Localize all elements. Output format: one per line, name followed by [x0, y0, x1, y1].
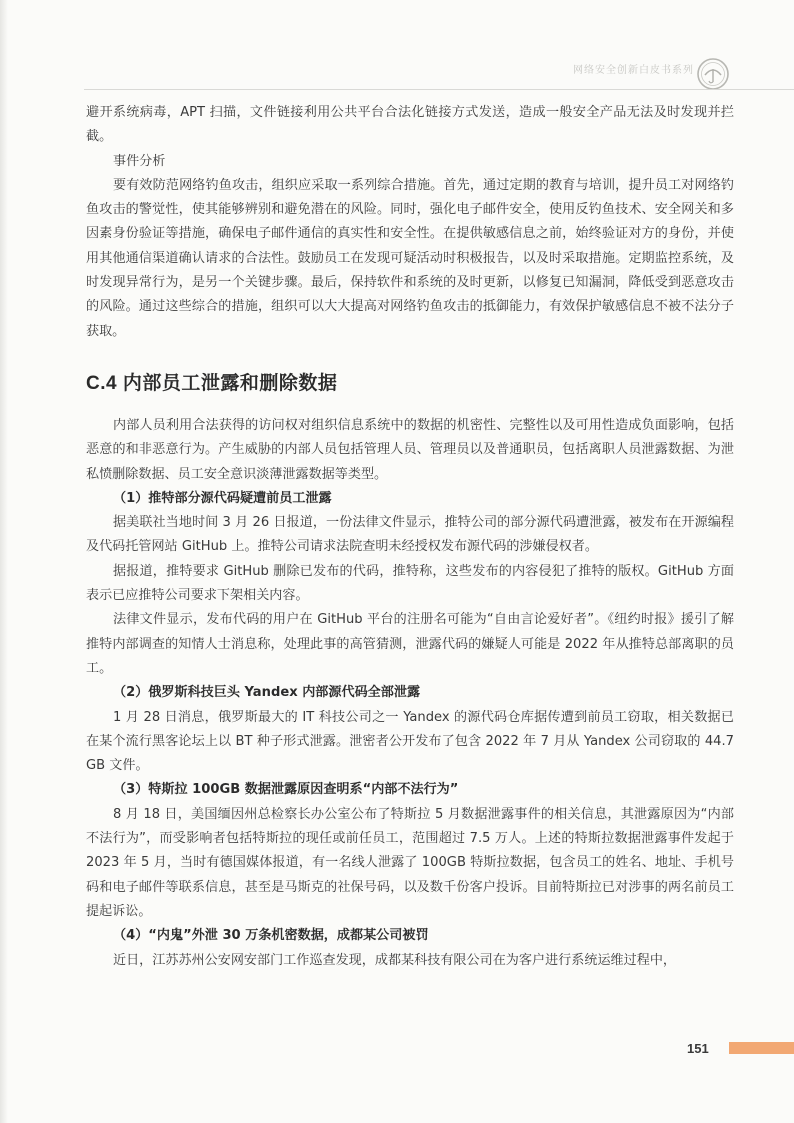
case-heading-3: （3）特斯拉 100GB 数据泄露原因查明系“内部不法行为” — [113, 782, 459, 798]
paragraph: 据美联社当地时间 3 月 26 日报道，一份法律文件显示，推特公司的部分源代码遭泄露，被发布在开源编程及代码托管网站 GitHub 上。推特公司请求法院查明未经授权发布源代码的涉嫌侵权者。 — [86, 515, 734, 555]
page-number: 151 — [687, 1041, 709, 1056]
paragraph: 法律文件显示，发布代码的用户在 GitHub 平台的注册名可能为“自由言论爱好者”。《纽约时报》援引了解推特内部调查的知情人士消息称，处理此事的高管猜测，泄露代码的嫌疑人可能是 2022 年从推特总部离职的员工。 — [86, 612, 734, 676]
subheading-event-analysis: 事件分析 — [113, 153, 166, 169]
page-binding-shadow — [0, 0, 8, 1123]
paragraph-analysis: 要有效防范网络钓鱼攻击，组织应采取一系列综合措施。首先，通过定期的教育与培训，提升员工对网络钓鱼攻击的警觉性，使其能够辨别和避免潜在的风险。同时，强化电子邮件安全，使用反钓鱼技术、安全网关和多因素身份验证等措施，确保电子邮件通信的真实性和安全性。在提供敏感信息之前，始终验证对方的身份，并使用其他通信渠道确认请求的合法性。鼓励员工在发现可疑活动时积极报告，以及时采取措施。定期监控系统，及时发现异常行为，是另一个关键步骤。最后，保持软件和系统的及时更新，以修复已知漏洞，降低受到恶意攻击的风险。通过这些综合的措施，组织可以大大提高对网络钓鱼攻击的抵御能力，有效保护敏感信息不被不法分子获取。 — [86, 177, 734, 339]
case-heading-1: （1）推特部分源代码疑遭前员工泄露 — [113, 490, 332, 506]
case-heading-2: （2）俄罗斯科技巨头 Yandex 内部源代码全部泄露 — [113, 685, 421, 701]
paragraph-continued: 避开系统病毒，APT 扫描，文件链接利用公共平台合法化链接方式发送，造成一般安全产品无法及时发现并拦截。 — [86, 105, 734, 145]
paragraph: 据报道，推特要求 GitHub 删除已发布的代码，推特称，这些发布的内容侵犯了推特的版权。GitHub 方面表示已应推特公司要求下架相关内容。 — [86, 563, 734, 604]
page-content — [86, 101, 734, 973]
paragraph: 8 月 18 日，美国缅因州总检察长办公室公布了特斯拉 5 月数据泄露事件的相关信息，其泄露原因为“内部不法行为”，而受影响者包括特斯拉的现任或前任员工，范围超过 7.5 万人。上述的特斯拉数据泄露事件发起于 2023 年 5 月，当时有德国媒体报道，有一名线人泄露了 100GB 特斯拉数据，包含员工的姓名、地址、手机号码和电子邮件等联系信息，甚至是马斯克的社保号码，以及数千份客户投诉。目前特斯拉已对涉事的两名前员工提起诉讼。 — [86, 806, 734, 919]
paragraph: 1 月 28 日消息，俄罗斯最大的 IT 科技公司之一 Yandex 的源代码仓库据传遭到前员工窃取，相关数据已在某个流行黑客论坛上以 BT 种子形式泄露。泄密者公开发布了包含 2022 年 7 月从 Yandex 公司窃取的 44.7 GB 文件。 — [86, 709, 734, 774]
case-heading-4: （4）“内鬼”外泄 30 万条机密数据，成都某公司被罚 — [113, 928, 429, 944]
page-number-accent-bar — [729, 1042, 794, 1054]
section-title: C.4 内部员工泄露和删除数据 — [86, 372, 338, 394]
paragraph-intro: 内部人员利用合法获得的访问权对组织信息系统中的数据的机密性、完整性以及可用性造成负面影响，包括恶意的和非恶意行为。产生威胁的内部人员包括管理人员、管理员以及普通职员，包括离职人员泄露数据、为泄私愤删除数据、员工安全意识淡薄泄露数据等类型。 — [86, 417, 734, 482]
header-divider — [84, 89, 794, 90]
emblem-icon — [696, 57, 730, 91]
running-header: 网络安全创新白皮书系列 — [573, 65, 694, 76]
paragraph: 近日，江苏苏州公安网安部门工作巡查发现，成都某科技有限公司在为客户进行系统运维过程中， — [113, 952, 677, 968]
